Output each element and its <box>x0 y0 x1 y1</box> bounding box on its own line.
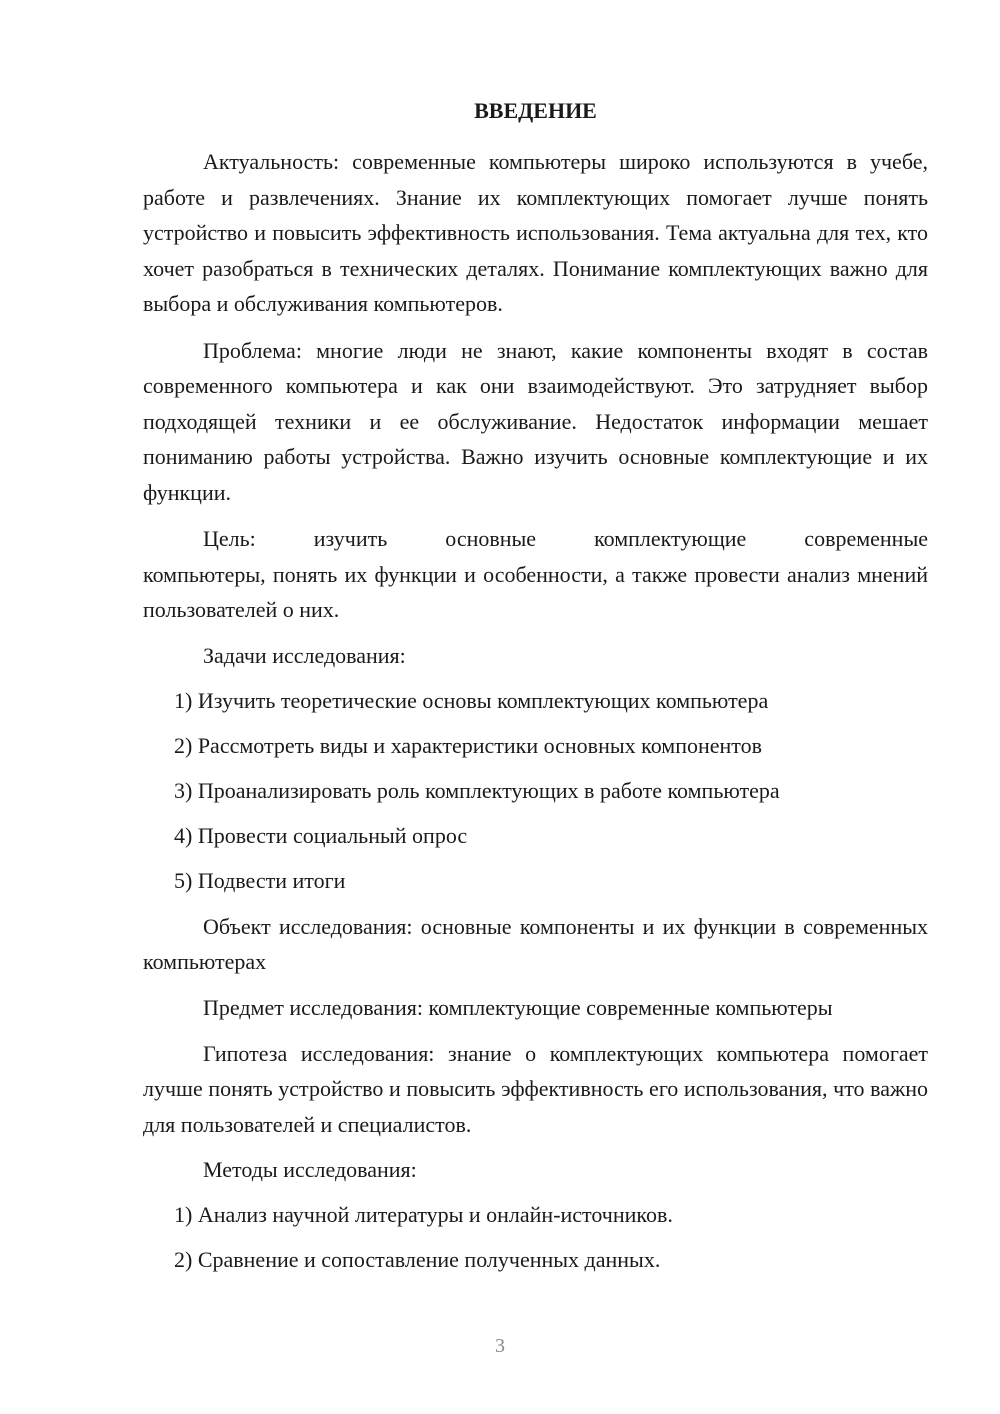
hypothesis-paragraph: Гипотеза исследования: знание о комплектующих компьютера помогает лучше понять устройство и повысить эффективность его использования, что важно для пользователей и специалистов. <box>143 1040 928 1137</box>
subject-paragraph: Предмет исследования: комплектующие современные компьютеры <box>203 994 833 1020</box>
task-item: 1) Изучить теоретические основы комплектующих компьютера <box>174 687 769 713</box>
tasks-heading: Задачи исследования: <box>203 642 406 668</box>
task-item: 4) Провести социальный опрос <box>174 822 468 848</box>
page-content <box>143 94 928 1288</box>
goal-paragraph-line1: Цель: изучить основные комплектующие современные <box>203 526 928 551</box>
methods-heading: Методы исследования: <box>203 1157 417 1182</box>
task-item: 5) Подвести итоги <box>174 867 346 893</box>
section-title: ВВЕДЕНИЕ <box>474 98 597 123</box>
object-paragraph: Объект исследования: основные компоненты и их функции в современных компьютерах <box>143 913 928 974</box>
relevance-paragraph: Актуальность: современные компьютеры широко используются в учебе, работе и развлечениях. Знание их комплектующих помогает лучше понять устройство и повысить эффективность использования. Тема актуальна для тех, кто хочет разобраться в технических деталях. Понимание комплектующих важно для выбора и обслуживания компьютеров. <box>143 149 928 316</box>
goal-paragraph-rest: компьютеры, понять их функции и особенности, а также провести анализ мнений пользователей о них. <box>143 561 928 622</box>
method-item: 2) Сравнение и сопоставление полученных данных. <box>174 1247 661 1272</box>
task-item: 3) Проанализировать роль комплектующих в работе компьютера <box>174 777 780 803</box>
problem-paragraph: Проблема: многие люди не знают, какие компоненты входят в состав современного компьютера и как они взаимодействуют. Это затрудняет выбор подходящей техники и ее обслуживание. Недостаток информации мешает пониманию работы устройства. Важно изучить основные комплектующие и их функции. <box>143 337 928 505</box>
task-item: 2) Рассмотреть виды и характеристики основных компонентов <box>174 732 762 758</box>
method-item: 1) Анализ научной литературы и онлайн-источников. <box>174 1202 673 1227</box>
page-number: 3 <box>495 1335 505 1357</box>
